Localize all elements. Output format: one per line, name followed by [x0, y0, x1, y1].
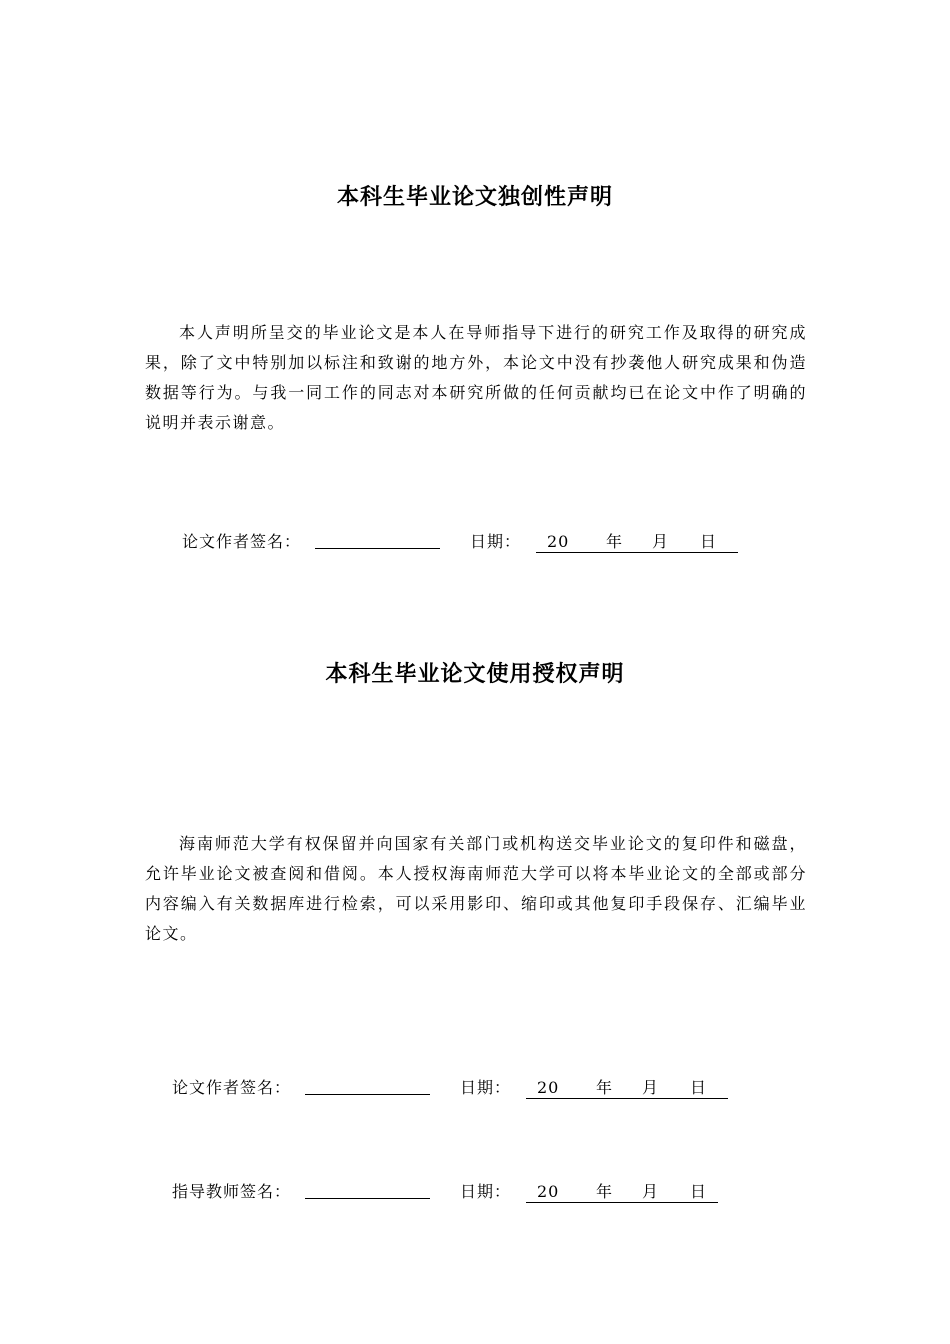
- author-signature-label: 论文作者签名：: [172, 1078, 292, 1097]
- date-field[interactable]: [536, 530, 738, 553]
- authorization-author-signature-row: [172, 1076, 752, 1102]
- authorization-advisor-signature-row: [172, 1180, 752, 1206]
- originality-signature-row: [182, 530, 762, 556]
- author-signature-line[interactable]: [315, 548, 440, 549]
- date-field[interactable]: [526, 1180, 718, 1203]
- date-day-unit: 日: [690, 1182, 708, 1201]
- date-year-prefix: 20: [537, 1182, 560, 1201]
- originality-declaration-body: 本人声明所呈交的毕业论文是本人在导师指导下进行的研究工作及取得的研究成果，除了文中特别加以标注和致谢的地方外，本论文中没有抄袭他人研究成果和伪造数据等行为。与我一同工作的同志对本研究所做的任何贡献均已在论文中作了明确的说明并表示谢意。: [145, 323, 807, 432]
- date-month-unit: 月: [652, 532, 670, 551]
- date-month-unit: 月: [642, 1182, 660, 1201]
- date-label: 日期：: [470, 532, 522, 551]
- date-year-unit: 年: [596, 1078, 614, 1097]
- advisor-signature-label: 指导教师签名：: [172, 1182, 292, 1201]
- authorization-declaration-title: 本科生毕业论文使用授权声明: [325, 662, 625, 687]
- date-year-unit: 年: [596, 1182, 614, 1201]
- date-year-prefix: 20: [537, 1078, 560, 1097]
- date-field[interactable]: [526, 1076, 728, 1099]
- date-label: 日期：: [460, 1078, 512, 1097]
- author-signature-label: 论文作者签名：: [182, 532, 302, 551]
- authorization-declaration-body: 海南师范大学有权保留并向国家有关部门或机构送交毕业论文的复印件和磁盘，允许毕业论文被查阅和借阅。本人授权海南师范大学可以将本毕业论文的全部或部分内容编入有关数据库进行检索，可以采用影印、缩印或其他复印手段保存、汇编毕业论文。: [145, 834, 807, 943]
- date-year-prefix: 20: [547, 532, 570, 551]
- date-label: 日期：: [460, 1182, 512, 1201]
- originality-declaration-title: 本科生毕业论文独创性声明: [336, 185, 613, 210]
- date-month-unit: 月: [642, 1078, 660, 1097]
- date-year-unit: 年: [606, 532, 624, 551]
- advisor-signature-line[interactable]: [305, 1198, 430, 1199]
- date-day-unit: 日: [690, 1078, 708, 1097]
- date-day-unit: 日: [700, 532, 718, 551]
- author-signature-line[interactable]: [305, 1094, 430, 1095]
